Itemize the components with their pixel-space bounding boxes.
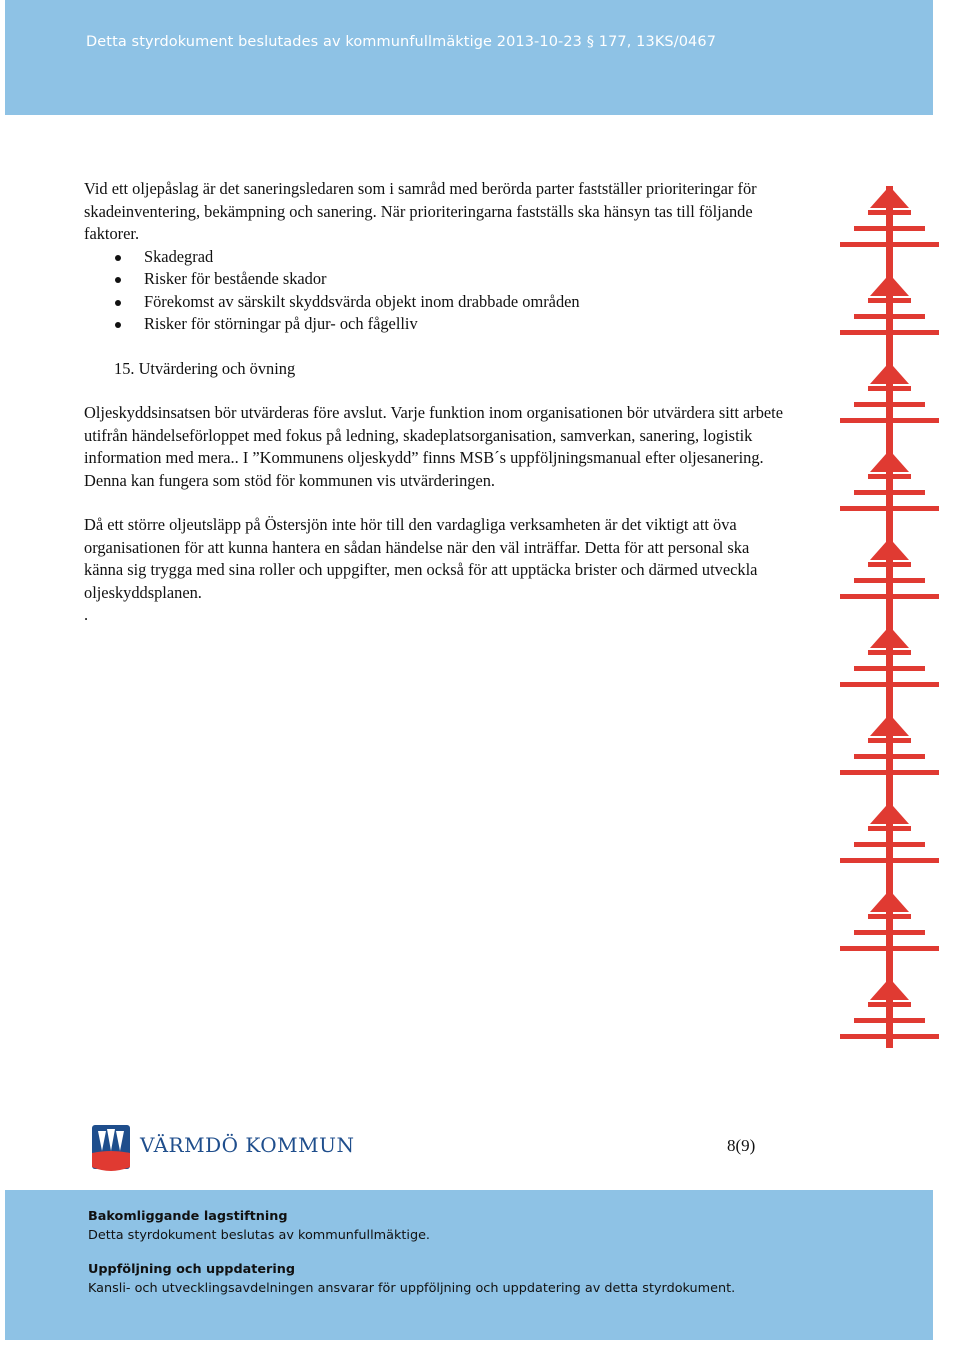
decor-branch xyxy=(868,474,911,479)
decor-branch xyxy=(840,418,939,423)
decor-branch xyxy=(868,1002,911,1007)
decor-triangle xyxy=(870,802,909,824)
decor-branch xyxy=(868,298,911,303)
decor-branch xyxy=(854,578,925,583)
decor-branch xyxy=(840,682,939,687)
list-item: Förekomst av särskilt skyddsvärda objekt inom drabbade områden xyxy=(84,291,784,314)
legislation-text: Detta styrdokument beslutas av kommunfullmäktige. xyxy=(88,1228,431,1243)
decor-branch xyxy=(868,738,911,743)
followup-title: Uppföljning och uppdatering xyxy=(88,1262,295,1277)
decor-branch xyxy=(854,226,925,231)
decor-triangle xyxy=(870,362,909,384)
decor-branch xyxy=(868,386,911,391)
factor-list xyxy=(84,246,784,336)
header-banner xyxy=(5,0,933,115)
decor-triangle xyxy=(870,626,909,648)
decor-branch xyxy=(854,666,925,671)
trailing-dot: . xyxy=(84,605,89,624)
decor-branch xyxy=(868,562,911,567)
decor-branch xyxy=(854,754,925,759)
decor-branch xyxy=(854,402,925,407)
section-heading: 15. Utvärdering och övning xyxy=(114,358,296,378)
decor-triangle xyxy=(870,274,909,296)
legislation-title: Bakomliggande lagstiftning xyxy=(88,1209,288,1224)
decor-triangle xyxy=(870,538,909,560)
decor-branch xyxy=(840,858,939,863)
decor-triangle xyxy=(870,186,909,208)
footer-banner xyxy=(5,1190,933,1340)
decor-branch xyxy=(854,1018,925,1023)
decor-branch xyxy=(868,826,911,831)
decor-branch xyxy=(840,506,939,511)
decor-branch xyxy=(854,842,925,847)
decor-branch xyxy=(868,650,911,655)
evaluation-paragraph: Oljeskyddsinsatsen bör utvärderas före avslut. Varje funktion inom organisationen bör utvärdera sitt arbete utifrån händelseförloppet med fokus på ledning, skadeplatsorganisation, samverkan, sanering, logistik information med mera.. I ”Kommunens oljeskydd” finns MSB´s uppföljningsmanual efter oljesanering. Denna kan fungera som stöd för kommunen vis utvärderingen. xyxy=(84,403,784,490)
logo-text: VÄRMDÖ KOMMUN xyxy=(140,1133,355,1157)
decor-branch xyxy=(840,946,939,951)
page-number: 8(9) xyxy=(727,1136,756,1155)
list-item: Risker för störningar på djur- och fågelliv xyxy=(84,313,784,336)
decor-branch xyxy=(854,930,925,935)
followup-text: Kansli- och utvecklingsavdelningen ansvarar för uppföljning och uppdatering av detta styrdokument. xyxy=(88,1281,736,1296)
decor-branch xyxy=(840,242,939,247)
document-body xyxy=(84,178,784,627)
decor-branch xyxy=(840,330,939,335)
decor-branch xyxy=(854,490,925,495)
decor-triangle xyxy=(870,450,909,472)
decor-branch xyxy=(840,594,939,599)
decor-triangle xyxy=(870,978,909,1000)
exercise-paragraph: Då ett större oljeutsläpp på Östersjön inte hör till den vardagliga verksamheten är det viktigt att öva organisationen för att kunna hantera en sådan händelse när den väl inträffar. Detta för att personal ska känna sig trygga med sina roller och uppgifter, men också för att upptäcka brister och därmed utveckla oljeskyddsplanen. xyxy=(84,515,758,602)
red-pine-decoration xyxy=(840,186,940,1048)
decor-triangle xyxy=(870,890,909,912)
list-item: Skadegrad xyxy=(84,246,784,269)
header-decision-text: Detta styrdokument beslutades av kommunfullmäktige 2013-10-23 § 177, 13KS/0467 xyxy=(86,34,717,50)
decor-branch xyxy=(868,914,911,919)
decor-branch xyxy=(840,770,939,775)
list-item: Risker för bestående skador xyxy=(84,268,784,291)
decor-branch xyxy=(868,210,911,215)
intro-paragraph: Vid ett oljepåslag är det saneringsledaren som i samråd med berörda parter fastställer prioriteringar för skadeinventering, bekämpning och sanering. När prioriteringarna fastställs ska hänsyn tas till följande faktorer. xyxy=(84,179,757,243)
decor-triangle xyxy=(870,714,909,736)
decor-branch xyxy=(840,1034,939,1039)
decor-branch xyxy=(854,314,925,319)
